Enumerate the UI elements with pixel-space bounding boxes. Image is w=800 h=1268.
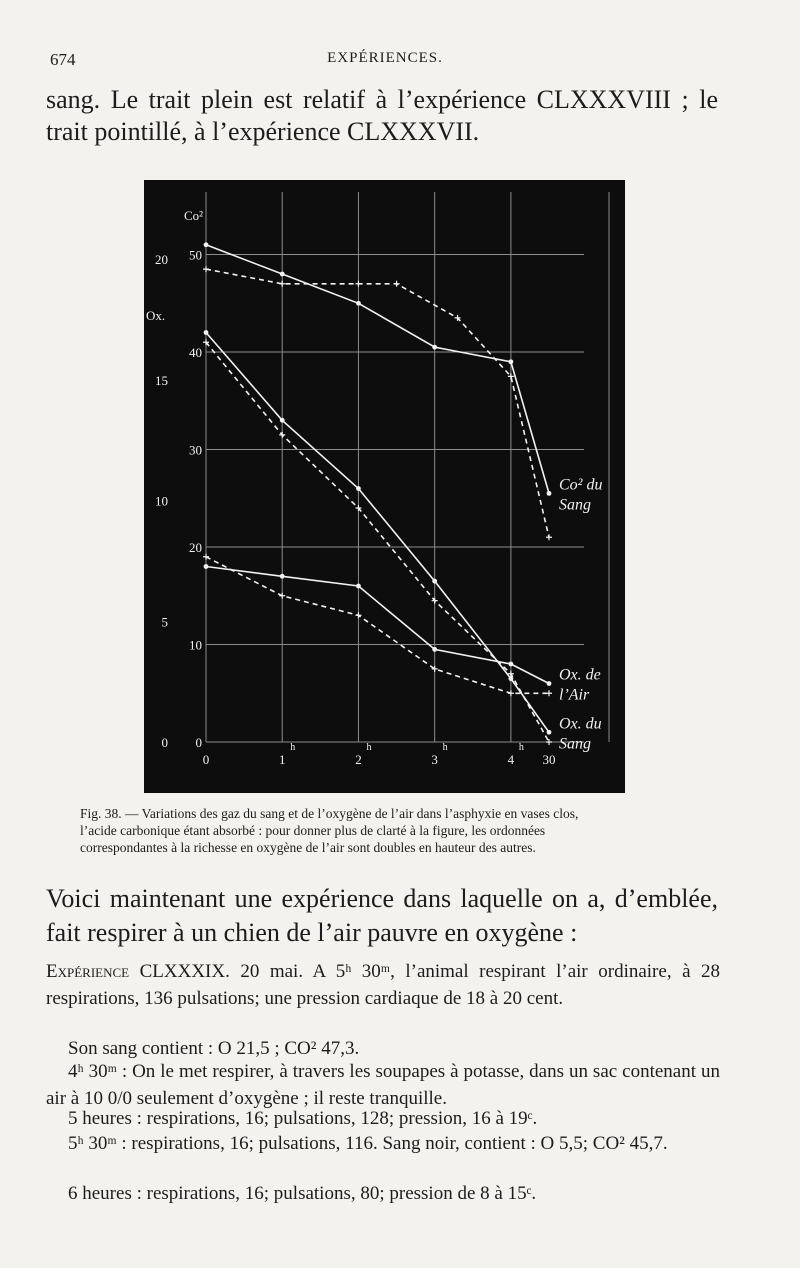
series-line <box>206 342 549 742</box>
left-axis-tick-label: 10 <box>155 493 168 509</box>
data-point <box>355 612 361 618</box>
right-axis-header: Co² <box>184 208 204 223</box>
x-tick-label: 0 <box>202 752 210 767</box>
data-point <box>432 647 437 652</box>
left-axis-header: Ox. <box>146 308 166 323</box>
experiment-number: CLXXXIX. <box>139 961 230 982</box>
data-point <box>204 330 209 335</box>
right-axis-tick-label: 20 <box>189 540 202 555</box>
series-label: Ox. de <box>559 666 601 684</box>
left-axis-tick-label: 20 <box>155 252 168 268</box>
data-point <box>508 662 513 667</box>
data-point <box>508 690 514 696</box>
data-point <box>203 266 209 272</box>
series-label: Ox. du <box>559 715 602 733</box>
running-title: EXPÉRIENCES. <box>327 50 443 66</box>
caption-line-2: l’acide carbonique étant absorbé : pour donner plus de clarté à la figure, les ordonnées <box>80 823 546 838</box>
x-tick-suffix: h <box>518 742 524 753</box>
left-axis-tick-label: 0 <box>161 735 168 750</box>
x-tick-suffix: h <box>366 742 372 753</box>
data-point <box>432 345 437 350</box>
data-point <box>204 242 209 247</box>
right-axis-tick-label: 0 <box>195 735 202 750</box>
data-point <box>280 272 285 277</box>
page-number: 674 <box>50 50 76 69</box>
data-point <box>204 564 209 569</box>
caption-line-3: correspondantes à la richesse en oxygène de l’air sont doubles en hauteur des autres. <box>80 840 536 855</box>
data-point <box>356 301 361 306</box>
data-point <box>546 739 552 745</box>
data-point <box>547 491 552 496</box>
x-tick-label: 3 <box>431 752 438 767</box>
right-axis-tick-label: 30 <box>189 442 202 458</box>
data-point <box>508 359 513 364</box>
data-point <box>356 584 361 589</box>
experiment-line-5: 5ʰ 30ᵐ : respirations, 16; pulsations, 116. Sang noir, contient : O 5,5; CO² 45,7. <box>68 1133 668 1154</box>
x-tick-suffix: h <box>290 742 296 753</box>
data-point <box>546 690 552 696</box>
series-line <box>206 245 549 494</box>
paragraph-2: Voici maintenant une expérience dans laquelle on a, d’emblée, fait respirer à un chien de l’air pauvre en oxygène : <box>46 884 718 947</box>
series-label: Co² du <box>559 476 603 494</box>
data-point <box>394 281 400 287</box>
intro-paragraph: sang. Le trait plein est relatif à l’expérience CLXXXVIII ; le trait pointillé, à l’expérience CLXXXVII. <box>46 85 718 146</box>
left-axis-tick-label: 5 <box>161 614 168 630</box>
data-point <box>279 593 285 599</box>
data-point <box>280 418 285 423</box>
data-point <box>279 432 285 438</box>
experiment-line-2: Son sang contient : O 21,5 ; CO² 47,3. <box>68 1038 360 1059</box>
series-label: l’Air <box>559 686 590 704</box>
gas-variation-chart <box>144 180 625 793</box>
caption-line-1: Fig. 38. — Variations des gaz du sang et de l’oxygène de l’air dans l’asphyxie en vases clos, <box>80 806 579 821</box>
series-line <box>206 567 549 684</box>
data-point <box>279 281 285 287</box>
experiment-line-1: 20 mai. A 5ʰ 30ᵐ, l’animal respirant l’air ordinaire, à 28 respirations, 136 pulsations; une pression cardiaque de 18 à 20 cent. <box>46 961 720 1009</box>
series-label: Sang <box>559 735 591 753</box>
series-line <box>206 269 549 537</box>
data-point <box>547 681 552 686</box>
data-point <box>355 281 361 287</box>
experiment-label: Expérience <box>46 961 130 982</box>
data-point <box>203 554 209 560</box>
series-line <box>206 557 549 694</box>
experiment-line-6: 6 heures : respirations, 16; pulsations, 80; pression de 8 à 15ᶜ. <box>68 1183 537 1204</box>
series-label: Sang <box>559 496 591 514</box>
x-tick-label: 30 <box>542 752 556 767</box>
experiment-line-4: 5 heures : respirations, 16; pulsations, 128; pression, 16 à 19ᶜ. <box>68 1108 538 1129</box>
data-point <box>508 373 514 379</box>
data-point <box>356 486 361 491</box>
x-tick-label: 4 <box>507 752 515 767</box>
x-tick-label: 1 <box>278 752 286 767</box>
page-header <box>50 50 720 76</box>
data-point <box>280 574 285 579</box>
left-axis-tick-label: 15 <box>155 372 168 388</box>
x-tick-suffix: h <box>442 742 448 753</box>
figure-caption <box>80 805 708 856</box>
experiment-paragraph <box>46 958 720 1012</box>
experiment-line-3: 4ʰ 30ᵐ : On le met respirer, à travers les soupapes à potasse, dans un sac contenant un air à 10 0/0 seulement d’oxygène ; il reste tranquille. <box>46 1061 720 1109</box>
x-tick-label: 2 <box>355 752 362 767</box>
right-axis-tick-label: 10 <box>189 637 202 653</box>
right-axis-tick-label: 40 <box>189 345 202 360</box>
data-point <box>547 730 552 735</box>
figure-38 <box>144 180 625 793</box>
right-axis-tick-label: 50 <box>189 247 202 263</box>
data-point <box>432 579 437 584</box>
data-point <box>546 534 552 540</box>
